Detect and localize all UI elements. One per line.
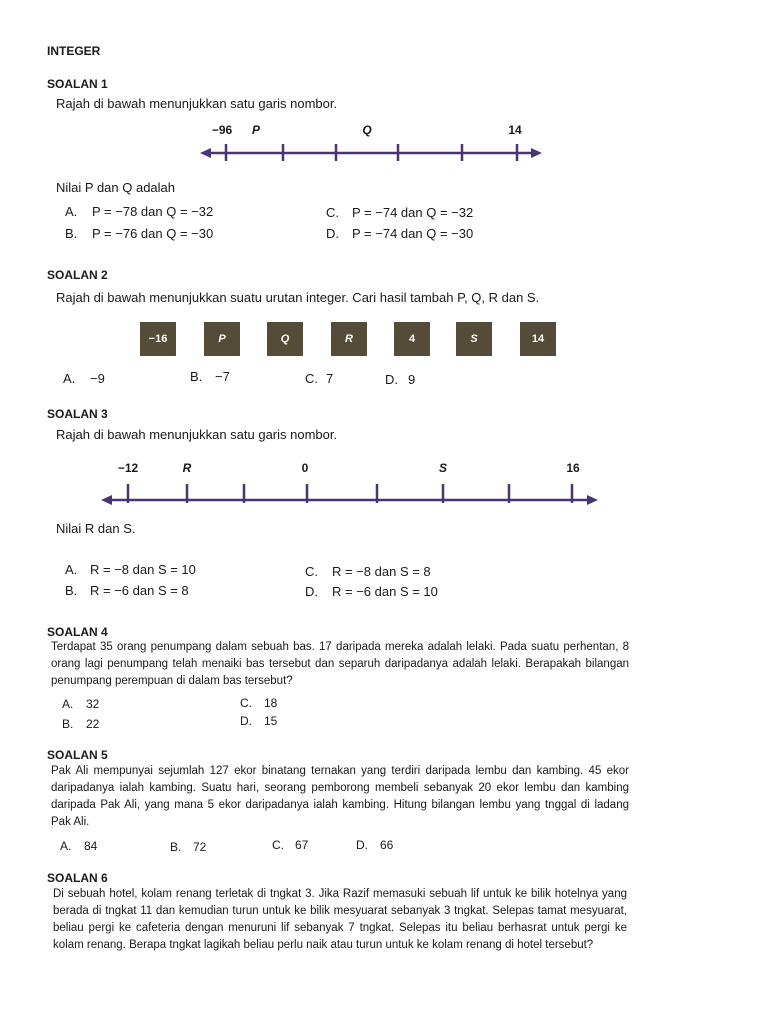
- q1-label-start: −96: [211, 123, 233, 137]
- q3-option-b-letter: B.: [65, 583, 78, 598]
- q3-label-start: −12: [117, 461, 139, 475]
- q4-option-c-letter: C.: [240, 696, 252, 710]
- q4-option-c: 18: [264, 696, 278, 710]
- q4-option-a-letter: A.: [62, 697, 74, 711]
- q5-option-d-letter: D.: [356, 838, 368, 852]
- q1-label-end: 14: [508, 123, 522, 137]
- q3-question: Nilai R dan S.: [56, 521, 136, 536]
- q2-box-6: S: [456, 322, 492, 356]
- q3-prompt: Rajah di bawah menunjukkan satu garis nombor.: [56, 427, 338, 442]
- q1-option-a: P = −78 dan Q = −32: [92, 204, 214, 219]
- q2-box-4: R: [331, 322, 367, 356]
- q3-option-d-letter: D.: [305, 584, 318, 599]
- q2-option-d-letter: D.: [385, 372, 398, 387]
- q2-box-7: 14: [520, 322, 556, 356]
- q3-label-zero: 0: [301, 461, 309, 475]
- q3-heading: SOALAN 3: [47, 407, 108, 421]
- q1-label-p: P: [251, 123, 260, 137]
- q3-option-c-letter: C.: [305, 564, 318, 579]
- q3-label-end: 16: [566, 461, 580, 475]
- q6-heading: SOALAN 6: [47, 871, 108, 885]
- q3-label-r: R: [182, 461, 192, 475]
- document-title: INTEGER: [47, 44, 101, 58]
- q6-body: Di sebuah hotel, kolam renang terletak di tngkat 3. Jika Razif memasuki sebuah lif untuk ke bilik hotelnya yang berada di tngkat 11 dan kemudian turun untuk ke bilik mesyuarat sebanyak 3 tngkat. Selepas tamat mesyuarat, beliau pergi ke cafeteria dengan menuruni lif sebanyak 7 tngkat. Selepas itu beliau berhasrat untuk pergi ke kolam renang. Berapa tngkat lagikah beliau perlu naik atau turun untuk ke kolam renang di hotel tersebut?: [53, 888, 627, 951]
- q1-prompt: Rajah di bawah menunjukkan satu garis nombor.: [56, 96, 338, 111]
- q1-option-d-letter: D.: [326, 226, 339, 241]
- q5-body: Pak Ali mempunyai sejumlah 127 ekor binatang ternakan yang terdiri daripada lembu dan kambing. 45 ekor daripadanya ialah kambing. Suatu hari, seorang pemborong membeli sebanyak 20 ekor lembu dan kambing daripada Pak Ali, yang mana 5 ekor daripadanya ialah kambing. Hitung bilangan lembu yang tnggal di ladang Pak Ali.: [51, 765, 629, 828]
- q2-option-a-letter: A.: [63, 371, 76, 386]
- q3-option-a-letter: A.: [65, 562, 78, 577]
- q1-heading: SOALAN 1: [47, 77, 108, 91]
- q3-option-d: R = −6 dan S = 10: [332, 584, 438, 599]
- q2-box-3: Q: [267, 322, 303, 356]
- q2-heading: SOALAN 2: [47, 268, 108, 282]
- q5-option-c: 67: [295, 838, 309, 852]
- q2-option-c: 7: [326, 371, 334, 386]
- q3-option-b: R = −6 dan S = 8: [90, 583, 189, 598]
- q2-option-c-letter: C.: [305, 371, 318, 386]
- q2-box-5: 4: [394, 322, 430, 356]
- q2-option-b-letter: B.: [190, 369, 203, 384]
- q2-option-a: −9: [90, 371, 105, 386]
- q5-option-a: 84: [84, 839, 98, 853]
- q2-option-d: 9: [408, 372, 416, 387]
- q1-label-q: Q: [362, 123, 372, 137]
- q1-option-b-letter: B.: [65, 226, 78, 241]
- q3-option-c: R = −8 dan S = 8: [332, 564, 431, 579]
- q1-question: Nilai P dan Q adalah: [56, 180, 176, 195]
- q5-option-a-letter: A.: [60, 839, 72, 853]
- q3-label-s: S: [438, 461, 447, 475]
- q4-heading: SOALAN 4: [47, 625, 108, 639]
- q5-option-c-letter: C.: [272, 838, 284, 852]
- q4-option-d: 15: [264, 714, 278, 728]
- q1-option-b: P = −76 dan Q = −30: [92, 226, 214, 241]
- q1-option-a-letter: A.: [65, 204, 78, 219]
- q2-box-2: P: [204, 322, 240, 356]
- q5-option-b-letter: B.: [170, 840, 182, 854]
- q1-option-c-letter: C.: [326, 205, 339, 220]
- q2-prompt: Rajah di bawah menunjukkan suatu urutan integer. Cari hasil tambah P, Q, R dan S.: [56, 290, 540, 305]
- q2-box-1: −16: [140, 322, 176, 356]
- q2-option-b: −7: [215, 369, 230, 384]
- q4-option-a: 32: [86, 697, 100, 711]
- q5-option-d: 66: [380, 838, 394, 852]
- q1-option-c: P = −74 dan Q = −32: [352, 205, 474, 220]
- q4-option-b: 22: [86, 717, 100, 731]
- q5-option-b: 72: [193, 840, 207, 854]
- q4-option-d-letter: D.: [240, 714, 252, 728]
- q4-option-b-letter: B.: [62, 717, 74, 731]
- q5-heading: SOALAN 5: [47, 748, 108, 762]
- q4-body: Terdapat 35 orang penumpang dalam sebuah bas. 17 daripada mereka adalah lelaki. Pada suatu perhentan, 8 orang lagi penumpang telah menaiki bas tersebut dan separuh daripadanya adalah lelaki. Berapakah bilangan penumpang perempuan di dalam bas tersebut?: [51, 641, 629, 687]
- q1-option-d: P = −74 dan Q = −30: [352, 226, 474, 241]
- q3-option-a: R = −8 dan S = 10: [90, 562, 196, 577]
